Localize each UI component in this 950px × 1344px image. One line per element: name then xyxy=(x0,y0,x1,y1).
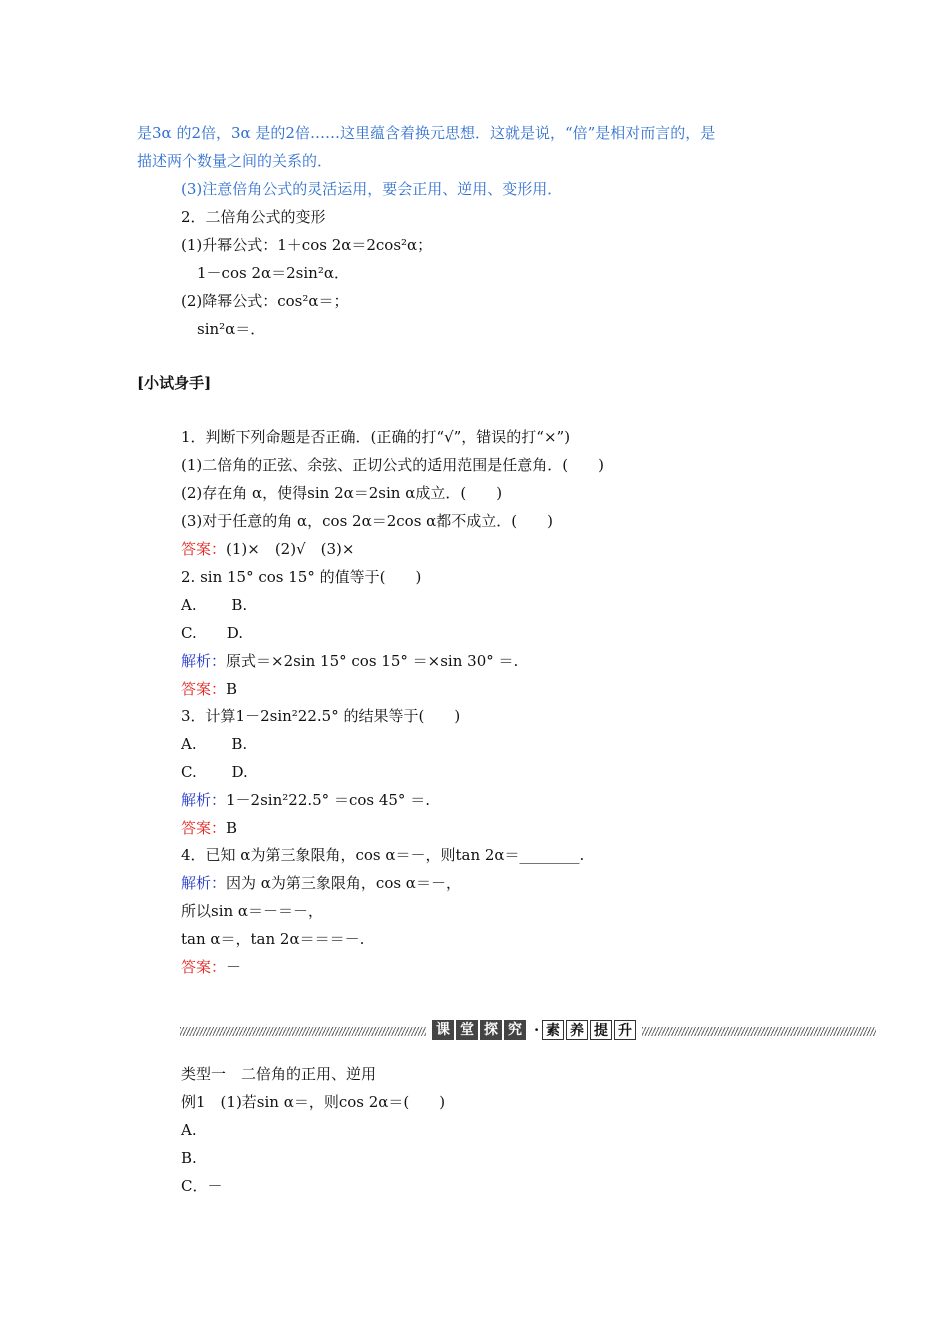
raise-power-formula-1: (1)升幂公式：1＋cos 2α＝2cos²α； xyxy=(181,236,433,254)
question-2-options-ab: A. B. xyxy=(181,596,248,614)
type-title: 类型一 二倍角的正用、逆用 xyxy=(181,1065,377,1083)
lower-power-formula-1: (2)降幂公式：cos²α＝； xyxy=(181,292,349,310)
intro-line-2: 描述两个数量之间的关系的． xyxy=(137,152,333,170)
question-1-item-1: (1)二倍角的正弦、余弦、正切公式的适用范围是任意角．( ) xyxy=(181,456,604,474)
question-3-options-ab: A. B. xyxy=(181,735,248,753)
question-1: 1．判断下列命题是否正确．(正确的打“√”，错误的打“×”) xyxy=(181,428,571,446)
banner-hatch-left xyxy=(180,1027,426,1036)
answer-4 xyxy=(181,957,241,977)
question-2: 2. sin 15° cos 15° 的值等于( ) xyxy=(181,568,422,586)
banner-char: 提 xyxy=(590,1020,612,1040)
banner-char: 课 xyxy=(432,1020,454,1040)
explanation-2-text: 原式＝×2sin 15° cos 15° ＝×sin 30° ＝. xyxy=(226,652,519,670)
explanation-4-line-2: 所以sin α＝－＝－， xyxy=(181,902,324,920)
banner-hatch-right xyxy=(642,1027,876,1036)
answer-2 xyxy=(181,679,237,699)
section-banner xyxy=(180,1020,876,1042)
banner-char: 素 xyxy=(542,1020,564,1040)
banner-right-label xyxy=(542,1020,638,1040)
answer-label: 答案： xyxy=(181,819,227,837)
explanation-label: 解析： xyxy=(181,791,227,809)
question-4: 4．已知 α为第三象限角，cos α＝－，则tan 2α＝________. xyxy=(181,846,585,864)
example-option-b: B. xyxy=(181,1149,197,1167)
intro-line-3: (3)注意倍角公式的灵活运用，要会正用、逆用、变形用． xyxy=(181,180,563,198)
question-1-item-2: (2)存在角 α，使得sin 2α＝2sin α成立．( ) xyxy=(181,484,503,502)
question-3-options-cd: C. D. xyxy=(181,763,248,781)
explanation-label: 解析： xyxy=(181,652,227,670)
banner-char: 究 xyxy=(504,1020,526,1040)
explanation-3 xyxy=(181,790,430,810)
explanation-2 xyxy=(181,651,518,671)
intro-line-1: 是3α 的2倍，3α 是的2倍……这里蕴含着换元思想．这就是说，“倍”是相对而言的，是 xyxy=(137,124,716,142)
answer-3-value: B xyxy=(226,819,238,837)
answer-label: 答案： xyxy=(181,540,227,558)
banner-char: 养 xyxy=(566,1020,588,1040)
section-title: [小试身手] xyxy=(137,374,212,392)
answer-3 xyxy=(181,818,237,838)
explanation-3-text: 1－2sin²22.5° ＝cos 45° ＝. xyxy=(226,791,430,809)
answer-1 xyxy=(181,539,354,559)
answer-label: 答案： xyxy=(181,680,227,698)
banner-char: 升 xyxy=(614,1020,636,1040)
explanation-4 xyxy=(181,873,461,893)
example-question: 例1 (1)若sin α＝，则cos 2α＝( ) xyxy=(181,1093,446,1111)
explanation-4-line-3: tan α＝，tan 2α＝＝＝－. xyxy=(181,930,365,948)
explanation-4-text: 因为 α为第三象限角，cos α＝－， xyxy=(226,874,461,892)
explanation-label: 解析： xyxy=(181,874,227,892)
raise-power-formula-2: 1－cos 2α＝2sin²α． xyxy=(197,264,349,282)
banner-left-label xyxy=(432,1020,528,1040)
banner-separator: · xyxy=(534,1021,540,1039)
answer-2-value: B xyxy=(226,680,238,698)
banner-char: 堂 xyxy=(456,1020,478,1040)
answer-4-value: － xyxy=(226,958,242,976)
answer-label: 答案： xyxy=(181,958,227,976)
question-1-item-3: (3)对于任意的角 α，cos 2α＝2cos α都不成立．( ) xyxy=(181,512,553,530)
banner-char: 探 xyxy=(480,1020,502,1040)
example-option-a: A. xyxy=(181,1121,197,1139)
example-option-c: C．－ xyxy=(181,1177,223,1195)
question-2-options-cd: C. D. xyxy=(181,624,243,642)
lower-power-formula-2: sin²α＝． xyxy=(197,320,266,338)
formula-heading: 2．二倍角公式的变形 xyxy=(181,208,326,226)
question-3: 3．计算1－2sin²22.5° 的结果等于( ) xyxy=(181,707,461,725)
answer-1-value: (1)× (2)√ (3)× xyxy=(226,540,355,558)
